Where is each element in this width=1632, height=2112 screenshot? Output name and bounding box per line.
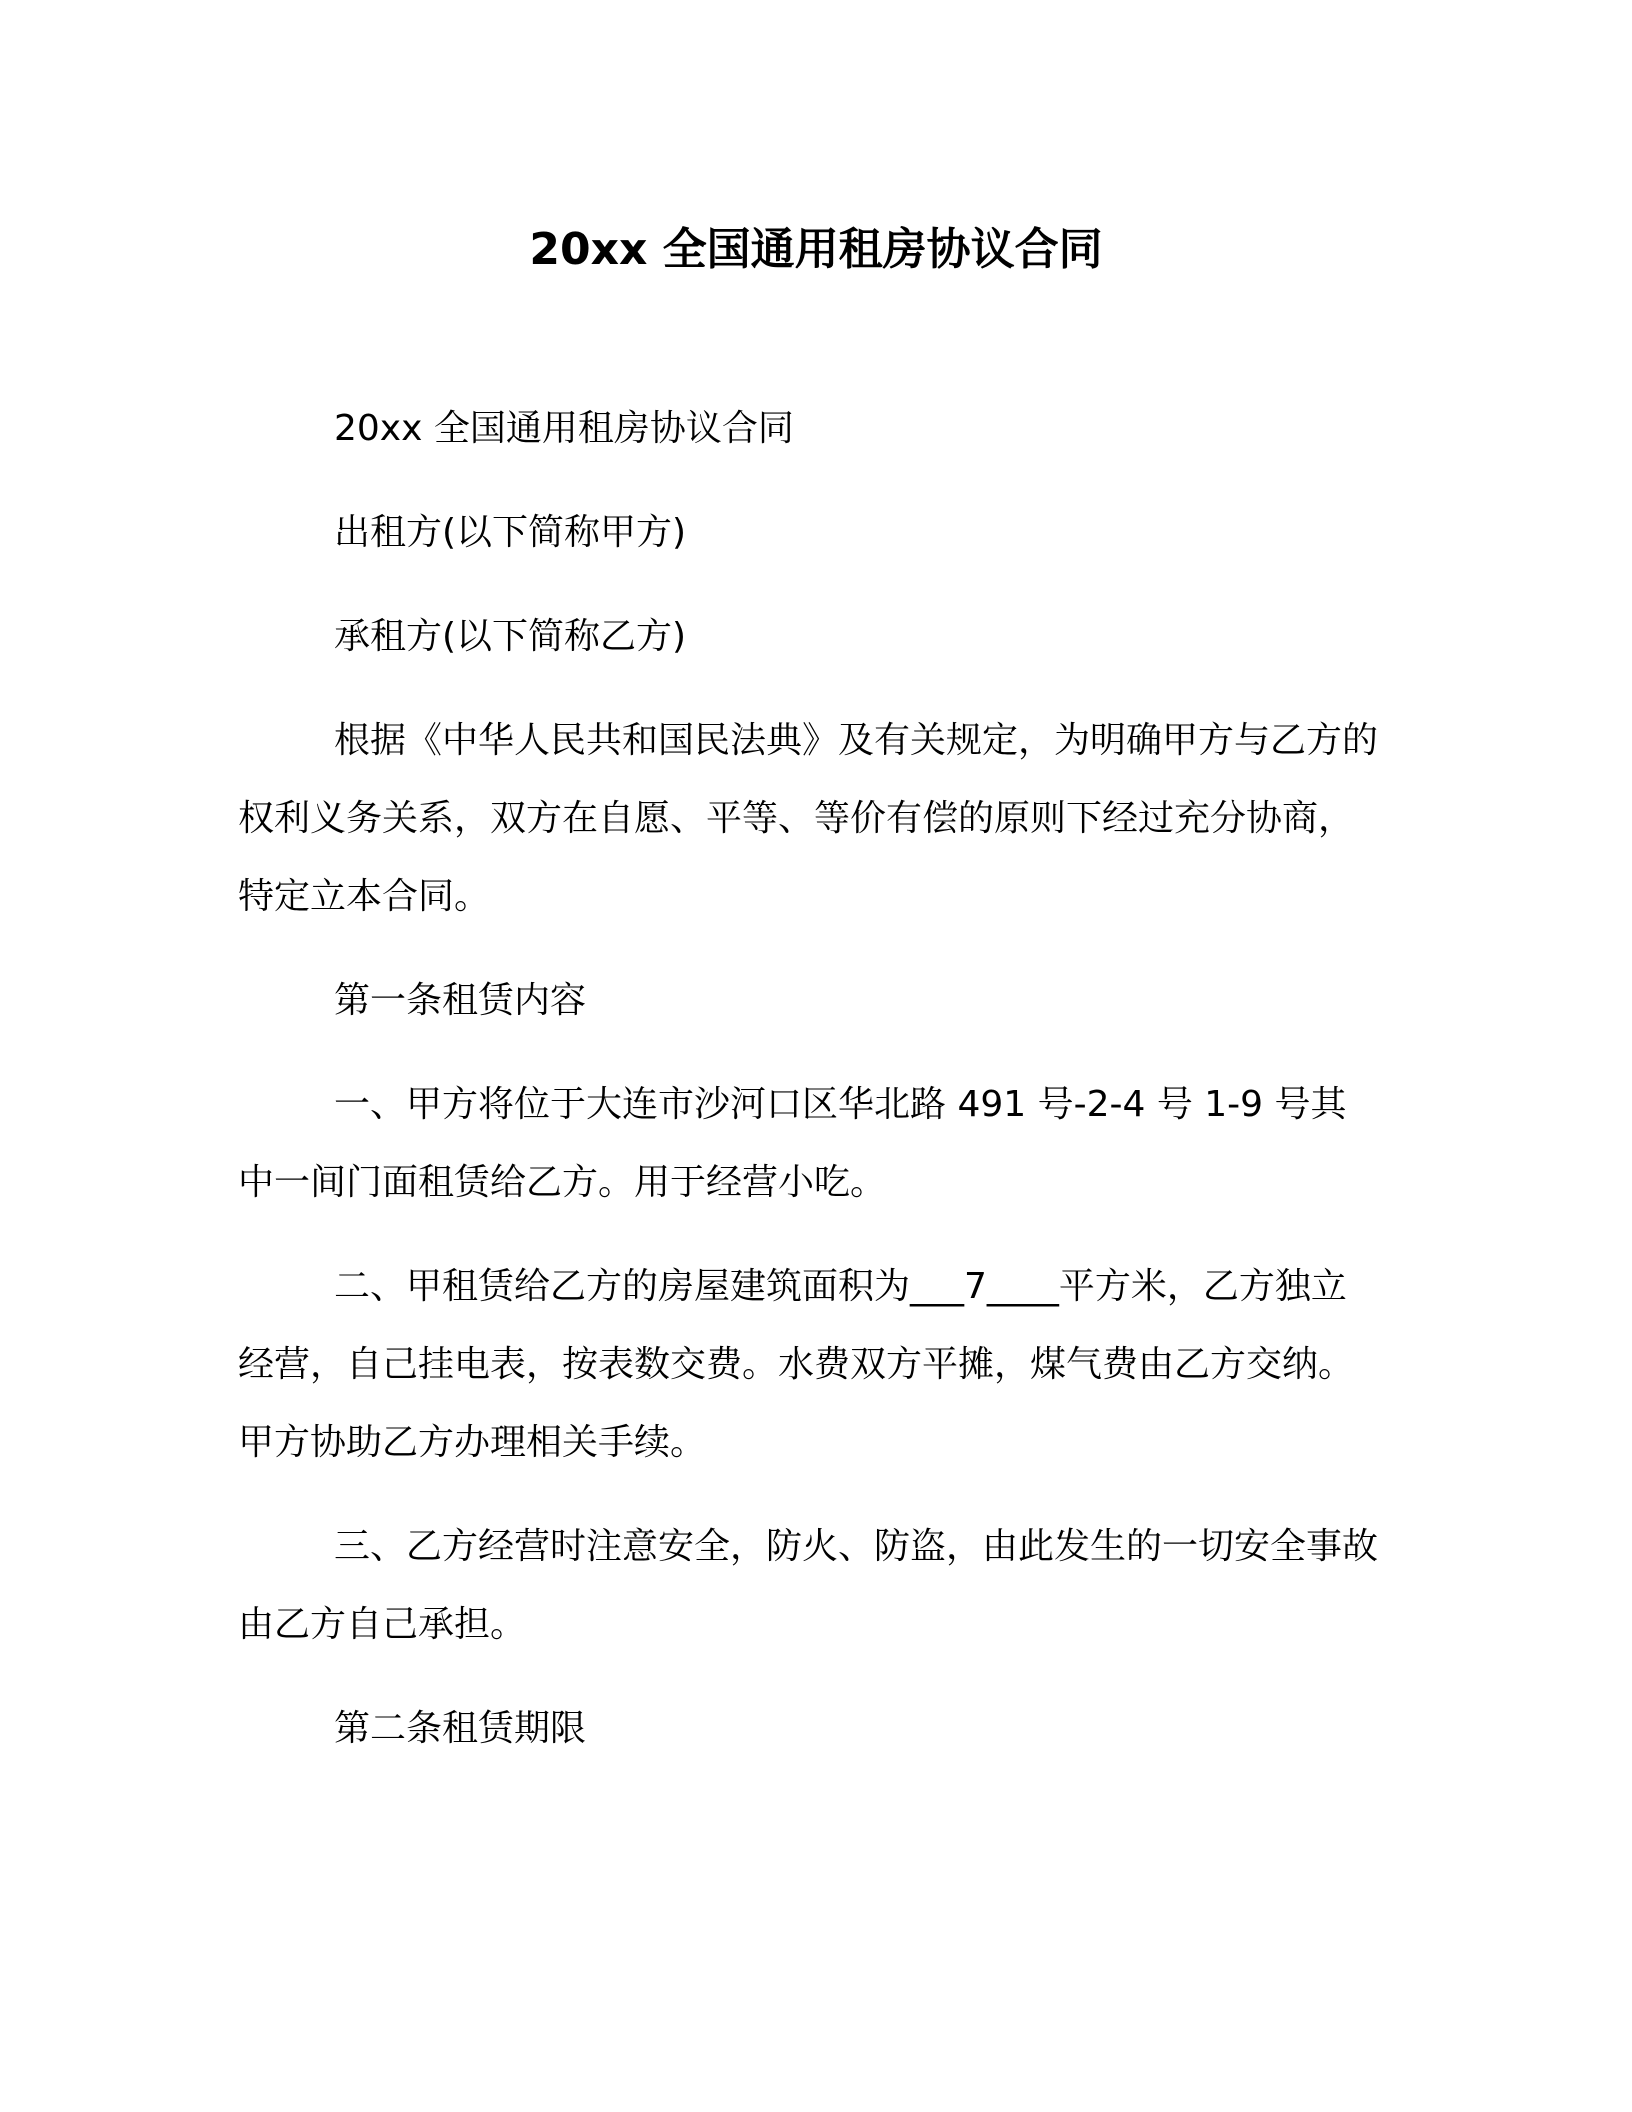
paragraph-contract-name: 20xx 全国通用租房协议合同 [334, 408, 794, 449]
section-heading-article-1: 第一条租赁内容 [334, 980, 587, 1021]
paragraph-clause-1-2: 二、甲租赁给乙方的房屋建筑面积为___7____平方米，乙方独立经营，自己挂电表，按表数交费。水费双方平摊，煤气费由乙方交纳。甲方协助乙方办理相关手续。 [238, 1266, 1355, 1463]
paragraph-clause-1-1: 一、甲方将位于大连市沙河口区华北路 491 号-2-4 号 1-9 号其中一间门面租赁给乙方。用于经营小吃。 [238, 1084, 1347, 1203]
paragraph-preamble: 根据《中华人民共和国民法典》及有关规定，为明确甲方与乙方的权利义务关系，双方在自愿、平等、等价有偿的原则下经过充分协商，特定立本合同。 [238, 720, 1379, 917]
section-heading-article-2: 第二条租赁期限 [334, 1708, 587, 1749]
document-body [238, 390, 1378, 1794]
paragraph-clause-1-3: 三、乙方经营时注意安全，防火、防盗，由此发生的一切安全事故由乙方自己承担。 [238, 1526, 1379, 1645]
document-title: 20xx 全国通用租房协议合同 [529, 224, 1103, 275]
paragraph-lessor: 出租方(以下简称甲方) [334, 512, 687, 553]
paragraph-lessee: 承租方(以下简称乙方) [334, 616, 687, 657]
